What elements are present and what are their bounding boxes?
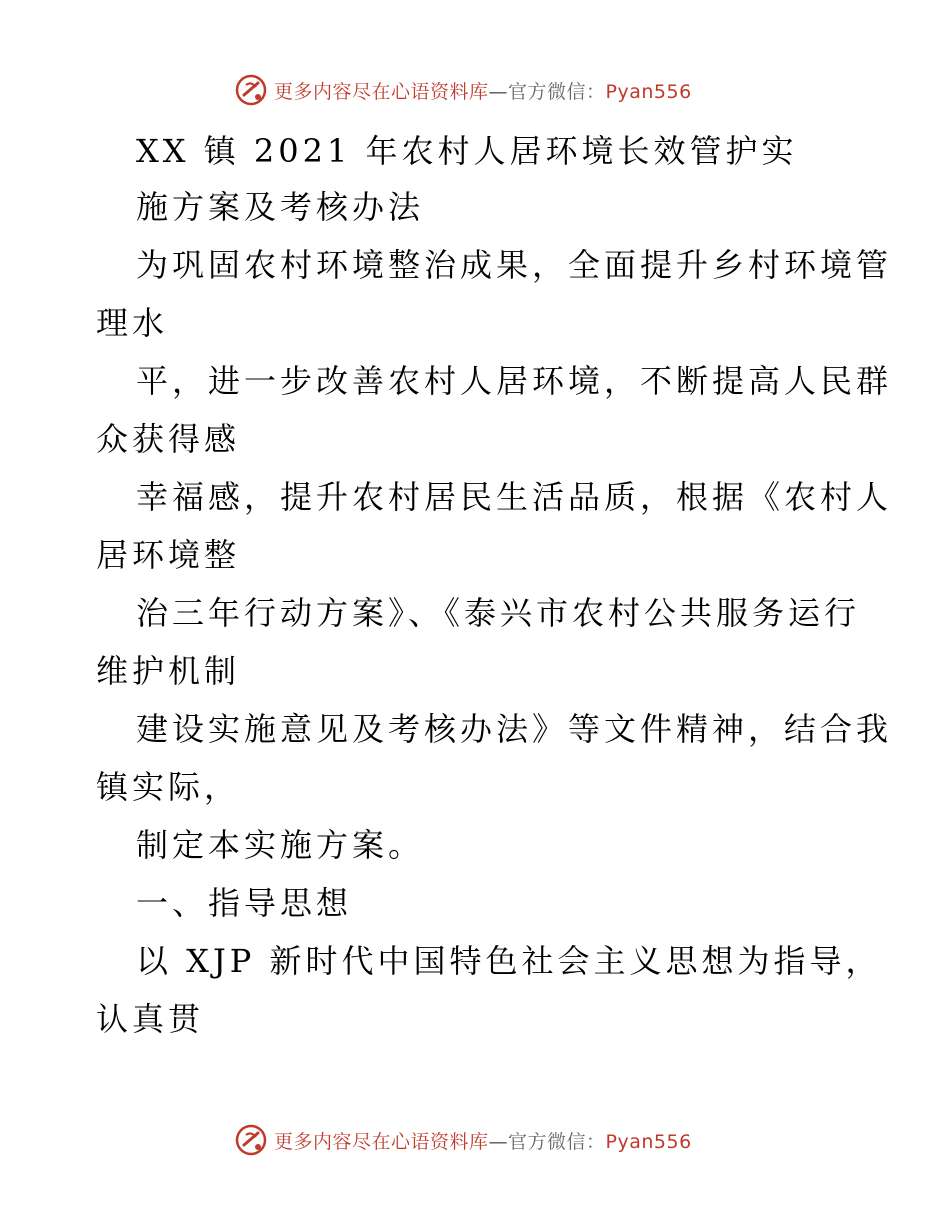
paragraph-line: 平，进一步改善农村人居环境，不断提高人民群 xyxy=(136,362,893,400)
watermark-header xyxy=(234,72,754,108)
watermark-separator: — xyxy=(488,80,509,103)
paragraph-line: 建设实施意见及考核办法》等文件精神，结合我 xyxy=(136,710,893,748)
paragraph-line: 治三年行动方案》、《泰兴市农村公共服务运行 xyxy=(136,594,861,632)
watermark-wechat-id: Pyan556 xyxy=(605,80,692,103)
watermark-separator: — xyxy=(488,1130,509,1153)
seal-logo-icon xyxy=(234,73,268,107)
paragraph-line: 维护机制 xyxy=(96,652,241,690)
paragraph-line: 为巩固农村环境整治成果，全面提升乡村环境管 xyxy=(136,246,893,284)
watermark-main-text: 更多内容尽在心语资料库 xyxy=(274,1130,489,1153)
watermark-footer xyxy=(234,1122,754,1158)
doc-title-line-1: XX 镇 2021 年农村人居环境长效管护实 xyxy=(136,132,798,170)
watermark-label: 官方微信： xyxy=(508,80,606,103)
watermark-main-text: 更多内容尽在心语资料库 xyxy=(274,80,489,103)
doc-title-line-2: 施方案及考核办法 xyxy=(136,188,425,226)
paragraph-line: 镇实际， xyxy=(96,768,241,806)
section-heading: 一、指导思想 xyxy=(136,884,353,922)
watermark-wechat-id: Pyan556 xyxy=(605,1130,692,1153)
paragraph-line: 居环境整 xyxy=(96,536,241,574)
paragraph-line: 以 XJP 新时代中国特色社会主义思想为指导， xyxy=(136,942,882,980)
seal-logo-icon xyxy=(234,1123,268,1157)
paragraph-line: 认真贯 xyxy=(96,1000,205,1038)
watermark-label: 官方微信： xyxy=(508,1130,606,1153)
paragraph-line: 众获得感 xyxy=(96,420,241,458)
paragraph-line: 制定本实施方案。 xyxy=(136,826,425,864)
paragraph-line: 幸福感，提升农村居民生活品质，根据《农村人 xyxy=(136,478,893,516)
paragraph-line: 理水 xyxy=(96,304,169,342)
